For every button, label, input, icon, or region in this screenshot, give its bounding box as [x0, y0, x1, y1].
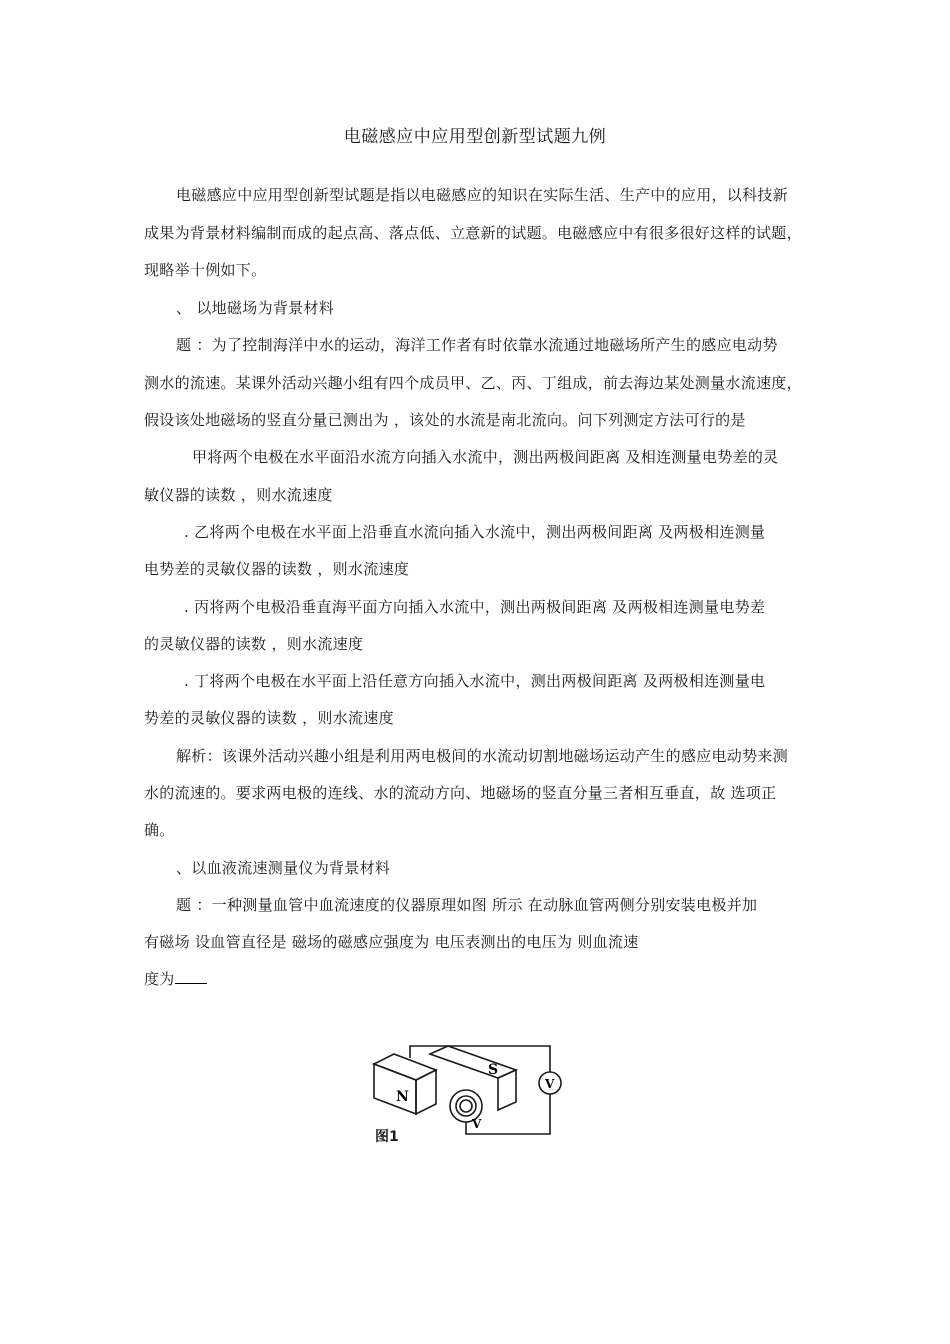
velocity-label: V [472, 1117, 482, 1131]
paragraph-line [144, 968, 814, 989]
paragraph-line: 现略举十例如下。 [144, 261, 267, 279]
option-line: 敏仪器的读数 ，则水流速度 [144, 486, 333, 504]
answer-blank [175, 969, 207, 984]
option-line: . 乙将两个电极在水平面上沿垂直水流向插入水流中，测出两极间距离 及两极相连测量 [184, 523, 766, 541]
paragraph-line: 测水的流速。某课外活动兴趣小组有四个成员甲、乙、丙、丁组成，前去海边某处测量水流速度， [144, 374, 802, 392]
paragraph-line: 题 ：为了控制海洋中水的运动，海洋工作者有时依靠水流通过地磁场所产生的感应电动势 [176, 336, 778, 354]
voltmeter-label: V [545, 1077, 555, 1091]
section-heading: 、 以地磁场为背景材料 [176, 299, 335, 317]
line-text: 度为 [144, 970, 175, 988]
option-line: . 丙将两个电极沿垂直海平面方向插入水流中，测出两极间距离 及两极相连测量电势差 [184, 598, 766, 616]
paragraph-line: 成果为背景材料编制而成的起点高、落点低、立意新的试题。电磁感应中有很多很好这样的试题， [144, 224, 802, 242]
analysis-line: 水的流速的。要求两电极的连线、水的流动方向、地磁场的竖直分量三者相互垂直，故 选项正 [144, 784, 777, 802]
paragraph-line: 假设该处地磁场的竖直分量已测出为 ，该处的水流是南北流向。问下列测定方法可行的是 [144, 411, 746, 429]
option-line: 的灵敏仪器的读数 ，则水流速度 [144, 635, 364, 653]
paragraph-line: 电磁感应中应用型创新型试题是指以电磁感应的知识在实际生活、生产中的应用，以科技新 [176, 186, 789, 204]
paragraph-line: 有磁场 设血管直径是 磁场的磁感应强度为 电压表测出的电压为 则血流速 [144, 933, 639, 951]
paragraph-line: 题 ：一种测量血管中血流速度的仪器原理如图 所示 在动脉血管两侧分别安装电极并加 [176, 896, 758, 914]
figure-caption: 图1 [375, 1129, 399, 1145]
magnet-n-label: N [396, 1089, 409, 1105]
section-heading: 、以血液流速测量仪为背景材料 [176, 859, 391, 877]
option-line: 甲将两个电极在水平面沿水流方向插入水流中，测出两极间距离 及相连测量电势差的灵 [192, 448, 779, 466]
magnet-s-label: S [488, 1062, 499, 1078]
analysis-line: 解析：该课外活动兴趣小组是利用两电极间的水流动切割地磁场运动产生的感应电动势来测 [176, 747, 789, 765]
option-line: . 丁将两个电极在水平面上沿任意方向插入水流中，测出两极间距离 及两极相连测量电 [184, 672, 766, 690]
document-title: 电磁感应中应用型创新型试题九例 [343, 127, 607, 147]
option-line: 势差的灵敏仪器的读数 ，则水流速度 [144, 709, 394, 727]
analysis-line: 确。 [144, 821, 175, 839]
option-line: 电势差的灵敏仪器的读数 ，则水流速度 [144, 560, 410, 578]
